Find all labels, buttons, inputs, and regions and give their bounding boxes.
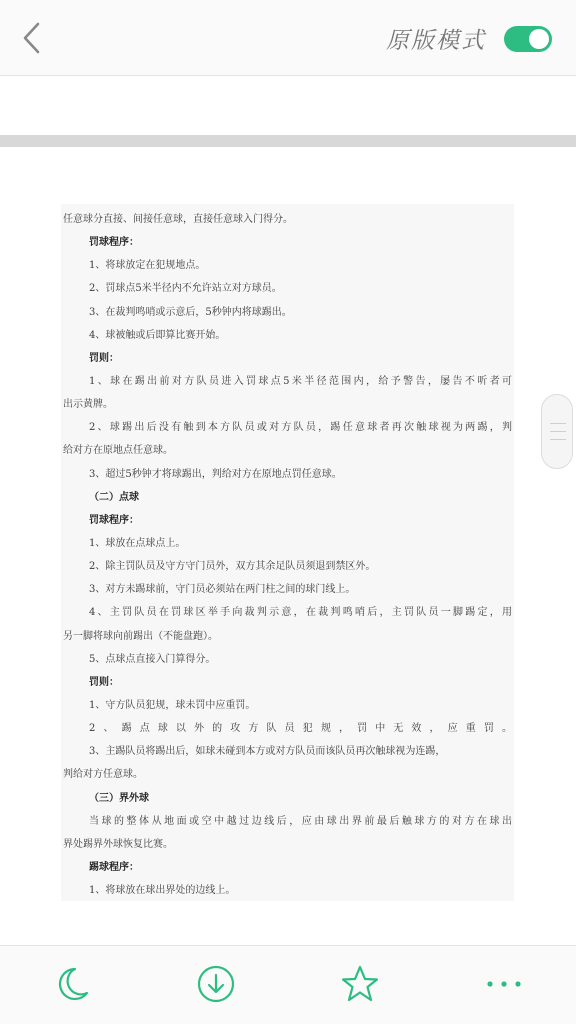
scroll-handle[interactable] xyxy=(541,394,573,469)
document-line: 2、除主罚队员及守方守门员外，双方其余足队员须退到禁区外。 xyxy=(89,561,376,573)
document-line: （三）界外球 xyxy=(89,792,149,804)
document-line: 3、超过5秒钟才将球踢出，判给对方在原地点罚任意球。 xyxy=(89,468,342,480)
document-line: 1、守方队员犯规，球未罚中应重罚。 xyxy=(89,699,256,711)
grip-line xyxy=(550,431,566,432)
document-line: 出示黄牌。 xyxy=(63,399,113,411)
grip-line xyxy=(550,439,566,440)
document-line: 1、将球放在球出界处的边线上。 xyxy=(89,885,236,897)
download-icon xyxy=(196,964,236,1004)
original-mode-label: 原版模式 xyxy=(386,28,486,54)
original-mode-toggle[interactable] xyxy=(504,26,552,52)
document-line: （二）点球 xyxy=(89,491,139,503)
document-line: 任意球分直接、间接任意球，直接任意球入门得分。 xyxy=(63,214,293,225)
document-line: 4、主罚队员在罚球区举手向裁判示意，在裁判鸣哨后，主罚队员一脚踢定，用 xyxy=(89,607,512,619)
document-line: 2、球踢出后没有触到本方队员或对方队员，踢任意球者再次触球视为两踢，判 xyxy=(89,422,512,434)
bottom-toolbar xyxy=(0,945,576,1024)
document-line: 2、罚球点5米半径内不允许站立对方球员。 xyxy=(89,283,282,295)
document-line: 1、球在踢出前对方队员进入罚球点5米半径范围内，给予警告，屡告不听者可 xyxy=(89,375,512,387)
document-text xyxy=(61,204,514,902)
document-line: 另一脚将球向前踢出（不能盘跑）。 xyxy=(63,630,218,642)
moon-icon xyxy=(51,964,91,1004)
toggle-knob xyxy=(529,29,549,49)
document-line: 罚球程序： xyxy=(89,514,139,526)
document-line: 5、点球点直接入门算得分。 xyxy=(89,653,216,665)
document-line: 1、将球放定在犯规地点。 xyxy=(89,260,206,272)
document-line: 罚则： xyxy=(89,352,119,364)
top-bar xyxy=(0,0,576,76)
document-line: 罚球程序： xyxy=(89,237,139,249)
document-line: 罚则： xyxy=(89,676,119,688)
download-button[interactable] xyxy=(196,964,236,1004)
document-line: 1、球放在点球点上。 xyxy=(89,537,186,549)
document-line: 4、球被触或后即算比赛开始。 xyxy=(89,329,226,341)
document-line: 3、主踢队员将踢出后，如球未碰到本方或对方队员而该队员再次触球视为连踢， xyxy=(89,746,446,758)
document-line: 3、对方未踢球前，守门员必须站在两门柱之间的球门线上。 xyxy=(89,584,356,596)
document-line: 3、在裁判鸣哨或示意后，5秒钟内将球踢出。 xyxy=(89,306,292,318)
document-line: 当球的整体从地面或空中越过边线后，应由球出界前最后触球方的对方在球出 xyxy=(89,815,512,827)
favorite-button[interactable] xyxy=(340,964,380,1004)
back-button[interactable] xyxy=(14,20,50,56)
more-dots-icon xyxy=(484,964,524,1004)
grip-line xyxy=(550,423,566,424)
document-line: 判给对方任意球。 xyxy=(63,769,143,781)
page-separator xyxy=(0,135,576,147)
back-chevron-icon xyxy=(21,21,43,55)
night-mode-button[interactable] xyxy=(51,964,91,1004)
document-line: 给对方在原地点任意球。 xyxy=(63,445,173,457)
document-line: 踢球程序： xyxy=(89,861,139,873)
star-icon xyxy=(340,964,380,1004)
document-line: 界处踢界外球恢复比赛。 xyxy=(63,838,173,850)
more-button[interactable] xyxy=(484,964,524,1004)
document-line: 2、踢点球以外的攻方队员犯规，罚中无效，应重罚。 xyxy=(89,723,512,735)
document-page xyxy=(61,204,514,901)
